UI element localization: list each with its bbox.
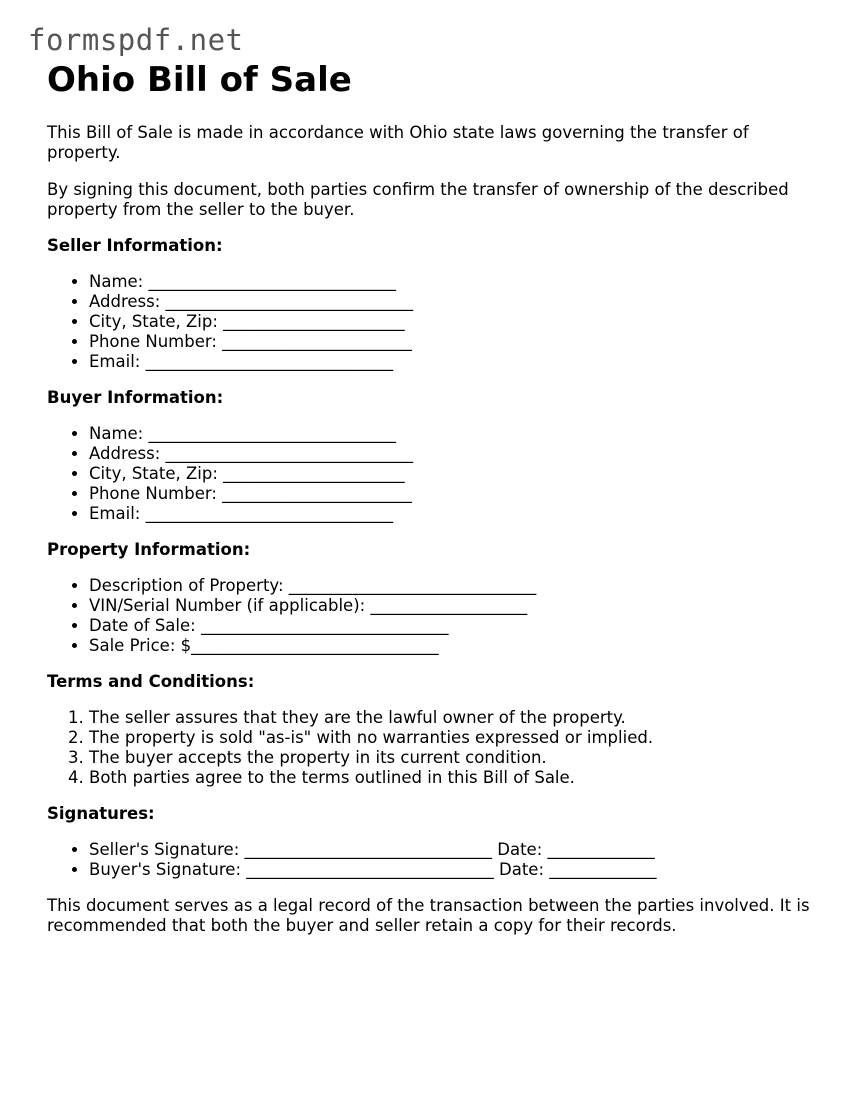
property-fields-list bbox=[47, 576, 817, 656]
buyer-address-field: • Address: ______________________________ bbox=[89, 444, 817, 464]
seller-email-field: • Email: ______________________________ bbox=[89, 352, 817, 372]
buyer-signature-line: • Buyer's Signature: ______________________________ Date: _____________ bbox=[89, 860, 817, 880]
buyer-email-field: • Email: ______________________________ bbox=[89, 504, 817, 524]
intro-paragraph-1: This Bill of Sale is made in accordance with Ohio state laws governing the transfer of property. bbox=[47, 123, 749, 162]
property-description-field: • Description of Property: ______________________________ bbox=[89, 576, 817, 596]
seller-name-field: • Name: ______________________________ bbox=[89, 272, 817, 292]
seller-fields-list bbox=[47, 272, 817, 372]
seller-phone-field: • Phone Number: _______________________ bbox=[89, 332, 817, 352]
document-body bbox=[47, 60, 817, 936]
page-title: Ohio Bill of Sale bbox=[47, 60, 352, 100]
terms-item: 3. The buyer accepts the property in its current condition. bbox=[89, 748, 817, 768]
terms-item: 2. The property is sold "as-is" with no warranties expressed or implied. bbox=[89, 728, 817, 748]
terms-section-heading: Terms and Conditions: bbox=[47, 672, 255, 691]
signatures-section-heading: Signatures: bbox=[47, 804, 155, 823]
seller-signature-line: • Seller's Signature: ______________________________ Date: _____________ bbox=[89, 840, 817, 860]
seller-section-heading: Seller Information: bbox=[47, 236, 223, 255]
buyer-section-heading: Buyer Information: bbox=[47, 388, 224, 407]
property-section-heading: Property Information: bbox=[47, 540, 251, 559]
seller-city-state-zip-field: • City, State, Zip: ______________________ bbox=[89, 312, 817, 332]
property-sale-price-field: • Sale Price: $______________________________ bbox=[89, 636, 817, 656]
property-vin-field: • VIN/Serial Number (if applicable): ___________________ bbox=[89, 596, 817, 616]
property-date-of-sale-field: • Date of Sale: ______________________________ bbox=[89, 616, 817, 636]
watermark-text: formspdf.net bbox=[28, 23, 244, 57]
buyer-name-field: • Name: ______________________________ bbox=[89, 424, 817, 444]
terms-item: 1. The seller assures that they are the lawful owner of the property. bbox=[89, 708, 817, 728]
seller-address-field: • Address: ______________________________ bbox=[89, 292, 817, 312]
signatures-list bbox=[47, 840, 817, 880]
terms-list bbox=[47, 708, 817, 788]
buyer-city-state-zip-field: • City, State, Zip: ______________________ bbox=[89, 464, 817, 484]
buyer-phone-field: • Phone Number: _______________________ bbox=[89, 484, 817, 504]
closing-paragraph: This document serves as a legal record of the transaction between the parties involved. It is recommended that both the buyer and seller retain a copy for their records. bbox=[47, 896, 810, 935]
buyer-fields-list bbox=[47, 424, 817, 524]
terms-item: 4. Both parties agree to the terms outlined in this Bill of Sale. bbox=[89, 768, 817, 788]
intro-paragraph-2: By signing this document, both parties confirm the transfer of ownership of the described property from the seller to the buyer. bbox=[47, 180, 789, 219]
